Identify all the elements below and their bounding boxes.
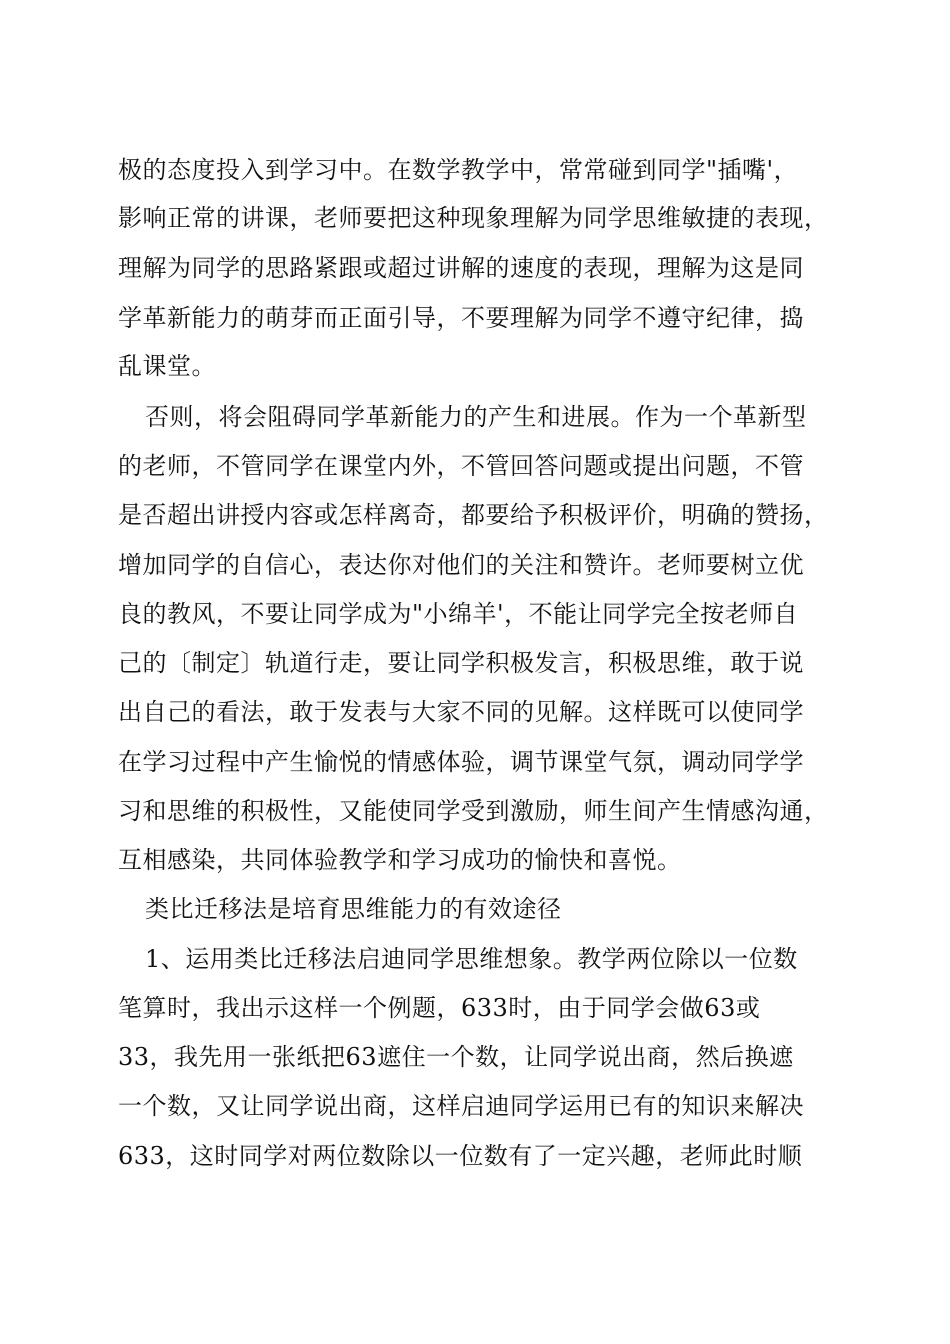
text-line-4: 学革新能力的萌芽而正面引导，不要理解为同学不遵守纪律，捣	[118, 304, 804, 332]
text-line-6: 否则，将会阻碍同学革新能力的产生和进展。作为一个革新型	[145, 403, 807, 431]
text-line-12: 出自己的看法，敢于发表与大家不同的见解。这样既可以使同学	[118, 698, 804, 726]
section-heading: 类比迁移法是培育思维能力的有效途径	[145, 895, 562, 923]
text-line-18: 笔算时，我出示这样一个例题，633时，由于同学会做63或	[118, 994, 761, 1022]
text-line-11: 己的〔制定〕轨道行走，要让同学积极发言，积极思维，敢于说	[118, 649, 804, 677]
text-line-17: 1、运用类比迁移法启迪同学思维想象。教学两位除以一位数	[145, 945, 798, 973]
text-line-14: 习和思维的积极性，又能使同学受到激励，师生间产生情感沟通，	[118, 797, 829, 825]
text-line-20: 一个数，又让同学说出商，这样启迪同学运用已有的知识来解决	[118, 1092, 804, 1120]
text-line-10: 良的教风，不要让同学成为"小绵羊'，不能让同学完全按老师自	[118, 600, 799, 628]
text-line-13: 在学习过程中产生愉悦的情感体验，调节课堂气氛，调动同学学	[118, 748, 804, 776]
text-line-21: 633，这时同学对两位数除以一位数有了一定兴趣，老师此时顺	[118, 1142, 803, 1170]
text-line-1: 极的态度投入到学习中。在数学教学中，常常碰到同学"插嘴'，	[118, 156, 799, 184]
text-line-7: 的老师，不管同学在课堂内外，不管回答问题或提出问题，不管	[118, 452, 804, 480]
text-line-19: 33，我先用一张纸把63遮住一个数，让同学说出商，然后换遮	[118, 1043, 794, 1071]
text-line-9: 增加同学的自信心，表达你对他们的关注和赞许。老师要树立优	[118, 551, 804, 579]
text-line-3: 理解为同学的思路紧跟或超过讲解的速度的表现，理解为这是同	[118, 254, 804, 282]
text-line-15: 互相感染，共同体验教学和学习成功的愉快和喜悦。	[118, 846, 682, 874]
text-line-8: 是否超出讲授内容或怎样离奇，都要给予积极评价，明确的赞扬，	[118, 501, 829, 529]
text-line-5: 乱课堂。	[118, 352, 216, 380]
text-line-2: 影响正常的讲课，老师要把这种现象理解为同学思维敏捷的表现，	[118, 204, 829, 232]
